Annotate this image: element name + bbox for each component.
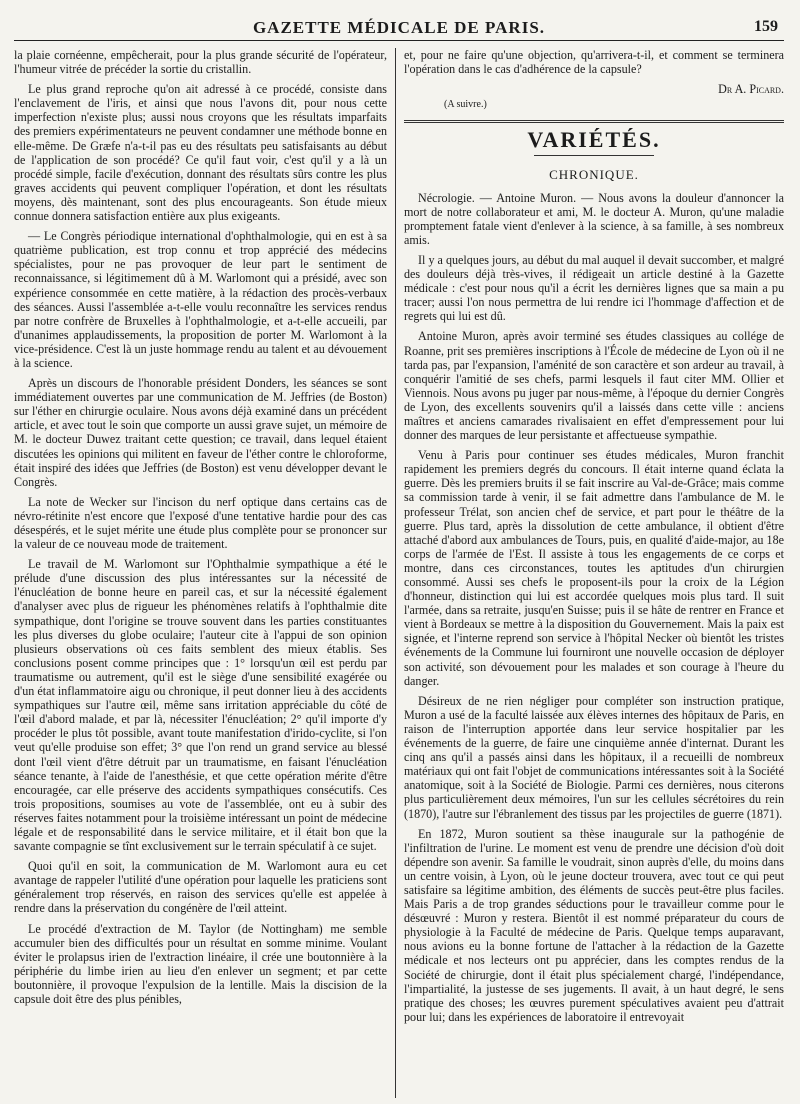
author-signature: Dr A. Picard. bbox=[718, 82, 784, 97]
paragraph: Le travail de M. Warlomont sur l'Ophthalmie sympathique a été le prélude d'une discussion des plus intéressantes sur la nécessité de l'énucléation de bonne heure en pareil cas, et sur la nécessité également d'analyser avec plus de rigueur les phénomènes relatifs à l'ophthalmie dite sympathique, dont l'origine se trouve souvent dans les parties constituantes les plus diverses du globe oculaire; l'auteur cite à l'appui de son opinion plusieurs observations où ces faits semblent des mieux établis. Ses conclusions posent comme principes que : 1° lorsqu'un œil est perdu par traumatisme ou autrement, qu'il est le siège d'une sensibilité exagérée ou d'un état inflammatoire aigu ou chronique, il peut donner lieu à des accidents sympathiques sur l'autre œil, même sans irritation appréciable du côté de l'œil d'abord malade, et par là, nécessiter l'énucléation; 2° qu'il importe d'y procéder le plus tôt possible, avant toute manifestation d'irido-cyclite, si l'on veut qu'elle produise son effet; 3° que l'on rend un grand service au blessé dont l'œil vient d'être détruit par un traumatisme, en faisant l'énucléation séance tenante, à l'aide de l'anesthésie, et que cette opération mérite d'être encouragée, car elle préserve des accidents sympathiques consécutifs. Ces trois propositions, soumises au vote de l'assemblée, ont eu à subir des réserves faites notamment pour la troisième intéressant un point de médecine légale et de responsabilité dans le service militaire, et il était bon que la savante compagnie se tînt exclusivement sur le terrain spéculatif à ce sujet. bbox=[14, 557, 387, 854]
paragraph: Il y a quelques jours, au début du mal auquel il devait succomber, et malgré des douleurs déjà très-vives, il rédigeait un article destiné à la Gazette médicale : c'est pour nous qu'il a écrit les dernières lignes que sa main a pu tracer; aussi l'on nous permettra de lui rendre ici l'hommage d'affection et de regrets qui lui est dû. bbox=[404, 252, 784, 324]
section-title: VARIÉTÉS. bbox=[527, 127, 661, 153]
paragraph: Quoi qu'il en soit, la communication de M. Warlomont aura eu cet avantage de rappeler l'utilité d'une opération pour laquelle les praticiens sont généralement trop réservés, en raison des services qu'elle est appelée à rendre dans la préservation du congénère de l'œil atteint. bbox=[14, 859, 387, 916]
continuation-note: (A suivre.) bbox=[444, 99, 487, 111]
paragraph: Désireux de ne rien négliger pour compléter son instruction pratique, Muron a usé de la faculté laissée aux élèves internes des hôpitaux de Paris, en raison de l'interruption apportée dans leur service hospitalier par les événements de la guerre, de faire une cinquième année d'internat. Durant les cinq ans qu'il a passés ainsi dans les hôpitaux, il a recueilli de nombreux matériaux qui ont fait l'objet de communications intéressantes soit à la Société anatomique, soit à la Société de Biologie. Parmi ces dernières, nous citerons plus particulièrement deux mémoires, l'un sur les cellules sécrétoires du rein (1870), l'autre sur l'ébranlement des tissus par les projectiles de guerre (1871). bbox=[404, 693, 784, 821]
paragraph: En 1872, Muron soutient sa thèse inaugurale sur la pathogénie de l'infiltration de l'urine. Le moment est venu de prendre une décision d'où doit dépendre son avenir. Sa famille le voudrait, sinon auprès d'elle, du moins dans un centre voisin, à Lyon, où le jeune docteur trouvera, avec tout ce qui peut satisfaire sa légitime ambition, des éléments de succès peut-être plus faciles. Mais Paris a de trop grandes séductions pour le travailleur comme pour le désœuvré : Muron y restera. Bientôt il est nommé préparateur du cours de physiologie à la Faculté de médecine de Paris. Quelque temps auparavant, nous avions eu la bonne fortune de l'attacher à la rédaction de la Gazette médicale et nos lecteurs ont pu apprécier, dans les comptes rendus de la Société de chirurgie, dont il était plus spécialement chargé, l'indépendance, l'impartialité, la justesse de ses jugements. Il avait, à un haut degré, le sens pratique des choses; les œuvres purement spéculatives avaient peu d'attrait pour lui; dans les expériences de laboratoire il entrevoyait bbox=[404, 826, 784, 1024]
paragraph: et, pour ne faire qu'une objection, qu'arrivera-t-il, et comment se terminera l'opération dans le cas d'adhérence de la capsule? bbox=[404, 48, 784, 77]
paragraph: La note de Wecker sur l'incison du nerf optique dans certains cas de névro-rétinite n'est encore que l'exposé d'une tentative hardie pour des cas désespérés, et le sujet mérite une étude plus complète pour se prononcer sur la valeur de ce nouveau mode de traitement. bbox=[14, 494, 387, 552]
paragraph: — Le Congrès périodique international d'ophthalmologie, qui en est à sa quatrième publication, est trop connu et trop apprécié des médecins spécialistes, pour ne pas provoquer de leur part le sentiment de reconnaissance, si légitimement dû à M. Warlomont qui a présidé, avec son expérience consommée en cette matière, à la rédaction des procès-verbaux des séances. Aussi l'assemblée a-t-elle voulu reconnaître les services rendus par notre confrère de Bruxelles à l'ophthalmologie, et a-t-elle accueili, par d'unanimes applaudissements, la proposition de porter M. Warlomont à la vice-présidence. C'est là un juste hommage rendu au talent et au dévouement à la science. bbox=[14, 229, 387, 370]
column-divider bbox=[395, 48, 396, 1098]
paragraph: Antoine Muron, après avoir terminé ses études classiques au collége de Roanne, prit ses premières inscriptions à l'École de médecine de Lyon où il ne tarda pas, par l'expansion, l'aménité de son caractère et son ardeur au travail, à conquérir l'amitié de ses chefs, parmi lesquels il faut citer MM. Ollier et Viennois. Nous avons pu juger par nous-même, à l'époque du dernier Congrès de Lyon, des excellents souvenirs qu'il a laissés dans cette ville : anciens maîtres et anciens camarades rivalisaient en effet d'empressement pour lui donner des marques de leur persistante et affectueuse sympathie. bbox=[404, 329, 784, 443]
paragraph: Après un discours de l'honorable président Donders, les séances se sont immédiatement ouvertes par une communication de M. Jeffries (de Boston) sur l'éther en chirurgie oculaire. Nous avons déjà examiné dans un précédent article, et avec tout le soin que comporte un aussi grave sujet, un mémoire de M. le docteur Duwez traitant cette question; ce travail, dans lequel étaient discutées les opinions qui militent en faveur de l'éther contre le chloroforme, était inspiré des idées que Jeffries (de Boston) est venu développer devant le Congrès. bbox=[14, 376, 387, 489]
subsection-title: CHRONIQUE. bbox=[549, 167, 639, 183]
paragraph: Nécrologie. — Antoine Muron. — Nous avons la douleur d'annoncer la mort de notre collaborateur et ami, M. le docteur A. Muron, qu'une maladie promptement fatale vient d'enlever à la science, à sa famille, à ses nombreux amis. bbox=[404, 190, 784, 247]
title-rule bbox=[534, 155, 654, 156]
running-head bbox=[14, 10, 784, 41]
paragraph: Le procédé d'extraction de M. Taylor (de Nottingham) me semble accumuler bien des difficultés pour un résultat en somme minime. Voulant éviter le prolapsus irien de l'extraction linéaire, il crée une boutonnière à la périphérie du limbe irien au lieu d'en enlever un segment; et par cette boutonnière, il provoque l'expulsion de la lentille. Mais la discision de la capsule doit être des plus pénibles, bbox=[14, 921, 387, 1006]
paragraph: Le plus grand reproche qu'on ait adressé à ce procédé, consiste dans l'enclavement de l'iris, et ainsi que nous l'avons dit, pour nous cette imperfection n'existe plus; aussi nous croyons que les résultats imparfaits des premiers expérimentateurs ne peuvent condamner une méthode bonne en elle-même. De Græfe n'a-t-il pas eu des résultats peu satisfaisants au début de l'application de son procédé? Ce qu'il faut voir, c'est qu'il y a là un procédé simple, facile d'exécution, donnant des résultats sûrs contre les plus graves accidents qui peuvent compliquer l'opération, et dont les résultats moyens, dès maintenant, sont des plus encourageants. Son étude mieux connue donnera satisfaction entière aux plus exigeants. bbox=[14, 82, 387, 224]
right-column bbox=[404, 48, 784, 1098]
paragraph: la plaie cornéenne, empêcherait, pour la plus grande sécurité de l'opérateur, l'humeur vitrée de précéder la sortie du cristallin. bbox=[14, 48, 387, 77]
left-column bbox=[14, 48, 387, 1098]
paragraph: Venu à Paris pour continuer ses études médicales, Muron franchit rapidement les premiers degrés du concours. Il était interne quand éclata la guerre. Dès les premiers bruits il se fait inscrire au Val-de-Grâce; mais comme sa commission tarde à venir, il se fait admettre dans l'ambulance de M. le professeur Trélat, son ancien chef de service, et part pour le théâtre de la guerre. Plus tard, après la dissolution de cette ambulance, il obtient d'être attaché d'abord aux ambulances de Tours, puis, en qualité d'aide-major, au 18e corps de l'armée de l'Est. Il assiste à tous les engagements de ce corps et montre, dans ces circonstances, toutes les aptitudes d'un chirurgien consommé. Aussi ses chefs le proposent-ils pour la croix de la Légion d'honneur, distinction qui lui est accordée quelques mois plus tard. Il suit l'armée, dans sa retraite, jusqu'en Suisse; puis il se hâte de rentrer en France et vient à Bordeaux se mettre à la disposition du Gouvernement. Mais la paix est signée, et l'interne reprend son service à l'hôpital Necker où bientôt les tristes événements de la Commune lui fourniront une nouvelle occasion de déployer son activité, son dévouement pour les malades et son courage à l'heure du danger. bbox=[404, 448, 784, 688]
page-number: 159 bbox=[754, 18, 778, 35]
section-rule bbox=[404, 120, 784, 123]
journal-title: GAZETTE MÉDICALE DE PARIS. bbox=[252, 18, 546, 37]
